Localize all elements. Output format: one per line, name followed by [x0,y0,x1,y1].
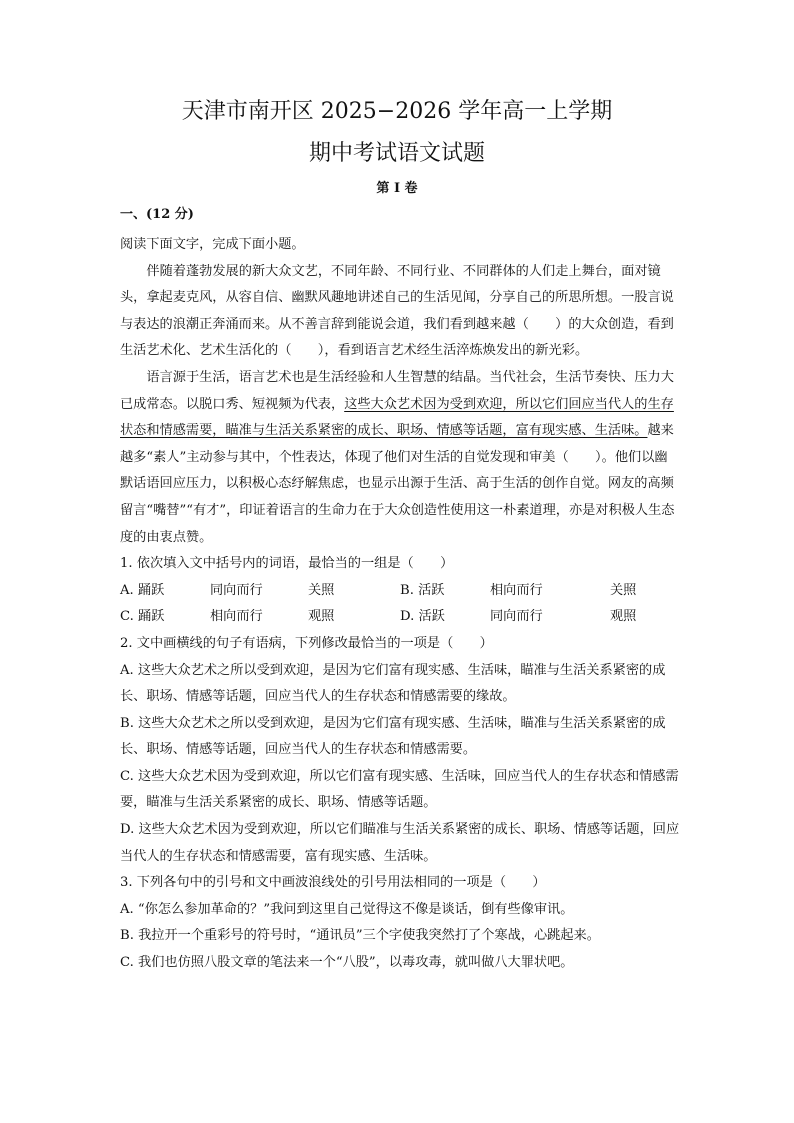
question-2-option-a[interactable]: A. 这些大众艺术之所以受到欢迎，是因为它们富有现实感、生活味，瞄准与生活关系紧密的成长、职场、情感等话题，回应当代人的生存状态和情感需要的缘故。 [120,662,666,705]
question-2-option-b[interactable]: B. 这些大众艺术之所以受到欢迎，是因为它们富有现实感、生活味，瞄准与生活关系紧密的成长、职场、情感等话题，回应当代人的生存状态和情感需要。 [120,715,666,758]
option-word-3: 观照 [308,609,335,625]
option-word-1: C. 踊跃 [120,609,165,625]
question-1-options-row-2 [120,604,680,631]
question-2-stem: 2. 文中画横线的句子有语病，下列修改最恰当的一项是（ ） [120,635,493,651]
passage-p2-tail: 越来越多“素人”主动参与其中，个性表达，体现了他们对生活的自觉发现和审美（ ）。他们以幽默话语回应压力，以积极心态纾解焦虑，也显示出源于生活、高于生活的创作自觉。网友的高频留言“嘴替”“有才”，印证着语言的生命力在于大众创造性使用这一朴素道理，亦是对积极人生态度的由衷点赞。 [120,423,675,545]
exam-title-line1: 天津市南开区 2025−2026 学年高一上学期 [181,99,613,124]
question-2-option-c[interactable]: C. 这些大众艺术因为受到欢迎，所以它们富有现实感、生活味，回应当代人的生存状态和情感需要，瞄准与生活关系紧密的成长、职场、情感等话题。 [120,768,679,811]
option-word-2: 同向而行 [210,582,263,598]
passage-paragraph-2 [120,365,680,551]
option-word-3: 观照 [610,609,637,625]
option-word-2: 相向而行 [490,582,543,598]
option-word-1: A. 踊跃 [120,582,165,598]
option-word-3: 关照 [610,582,637,598]
question-3-option-b[interactable]: B. 我拉开一个重彩号的符号时，“通讯员”三个字使我突然打了个寒战，心跳起来。 [120,928,600,944]
underlined-sentence: 这些大众艺术因为受到欢迎，所以它们回应当代人的生存状态和情感需要，瞄准与生活关系紧密的成长、职场、情感等话题，富有现实感、生活味。 [120,396,674,439]
option-word-2: 同向而行 [490,609,543,625]
passage-p2-lead: 语言源于生活，语言艺术也是生活经验和人生智慧的结晶。当代社会，生活节奏快、压力大已成常态。以脱口秀、短视频为代表， [120,369,674,412]
question-2-option-d[interactable]: D. 这些大众艺术因为受到欢迎，所以它们瞄准与生活关系紧密的成长、职场、情感等话题，回应当代人的生存状态和情感需要，富有现实感、生活味。 [120,822,680,864]
option-word-3: 关照 [308,582,335,598]
question-3-option-c[interactable]: C. 我们也仿照八股文章的笔法来一个“八股”，以毒攻毒，就叫做八大罪状吧。 [120,955,574,971]
section-heading: 一、(12 分) [120,207,194,222]
question-1-option-d[interactable] [400,604,680,631]
option-word-2: 相向而行 [210,609,263,625]
option-word-1: B. 活跃 [400,582,445,598]
question-3-stem: 3. 下列各句中的引号和文中画波浪线处的引号用法相同的一项是（ ） [120,875,546,891]
exam-content [120,232,680,977]
question-3-option-a[interactable]: A. “你怎么参加革命的？”我问到这里自己觉得这不像是谈话，倒有些像审讯。 [120,901,574,917]
question-1-option-a[interactable] [120,578,400,605]
option-word-1: D. 活跃 [400,609,445,625]
reading-instruction: 阅读下面文字，完成下面小题。 [120,237,305,252]
question-1-stem: 1. 依次填入文中括号内的词语，最恰当的一组是（ ） [120,556,454,572]
volume-label: 第 I 卷 [376,181,418,196]
question-1-options-row-1 [120,578,680,605]
question-1-option-b[interactable] [400,578,680,605]
passage-paragraph-1: 伴随着蓬勃发展的新大众文艺，不同年龄、不同行业、不同群体的人们走上舞台，面对镜头，拿起麦克风，从容自信、幽默风趣地讲述自己的生活见闻，分享自己的所思所想。一股言说与表达的浪潮正奔涌而来。从不善言辞到能说会道，我们看到越来越（ ）的大众创造，看到生活艺术化、艺术生活化的（ ），看到语言艺术经生活淬炼焕发出的新光彩。 [120,263,674,359]
question-1-option-c[interactable] [120,604,400,631]
exam-title-line2: 期中考试语文试题 [308,141,485,166]
